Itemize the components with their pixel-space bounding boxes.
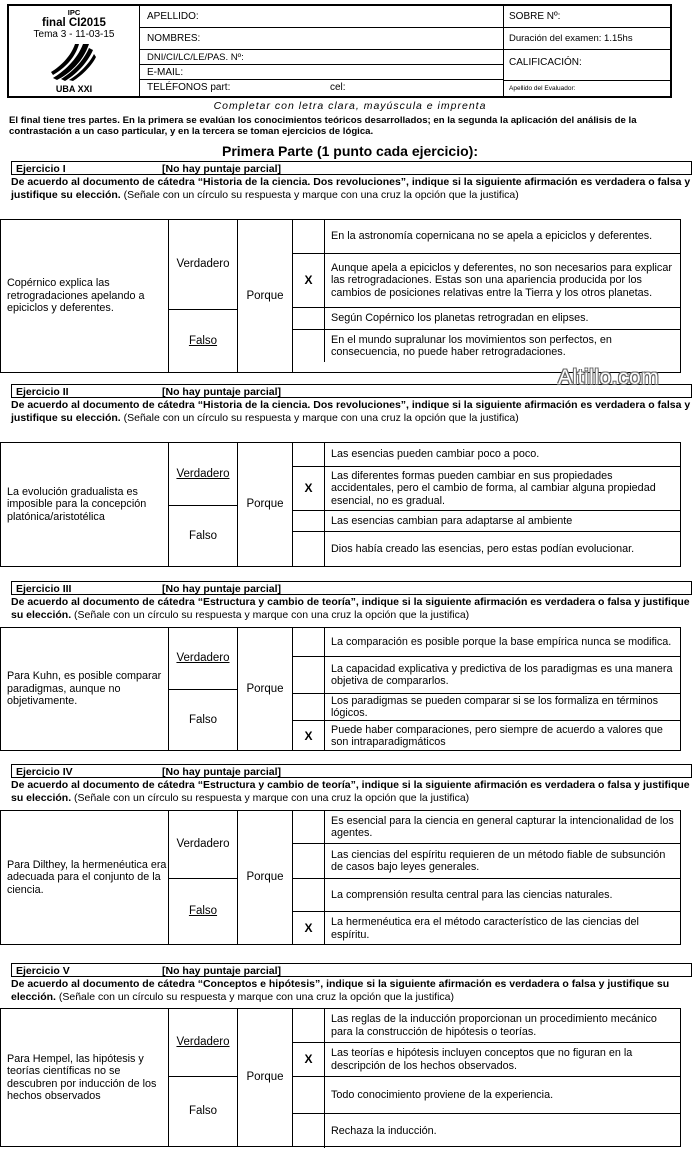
exercise-header (11, 764, 692, 778)
option-text: La hermenéutica era el método característico de las ciencias del espíritu. (331, 916, 639, 941)
justification-mark[interactable] (293, 844, 325, 879)
falso-option[interactable] (169, 690, 238, 750)
exercise-title: Ejercicio I (16, 163, 66, 175)
justification-option (325, 443, 680, 467)
mark-text: X (304, 921, 313, 936)
exercise-note: [No hay puntaje parcial] (162, 386, 282, 398)
porque-label: Porque (246, 498, 284, 511)
evaluador-label: Apellido del Evaluador: (509, 85, 576, 92)
porque-cell (238, 443, 293, 566)
justification-mark[interactable] (293, 308, 325, 330)
porque-label: Porque (246, 289, 284, 302)
logo-text: UBA XXI (55, 84, 93, 94)
cel-label: cel: (330, 82, 346, 93)
verdadero-option[interactable] (169, 443, 238, 506)
statement-text: Para Dilthey, la hermenéutica era adecuada para el conjunto de la ciencia. (7, 858, 167, 896)
exercise-description (11, 778, 692, 804)
exercise-header (11, 963, 692, 977)
exercise-description-bold: De acuerdo al documento de cátedra “Historia de la ciencia. Dos revoluciones”, indique si la siguiente afirmación es verdadera o falsa y justifique su elección. (11, 176, 691, 201)
field-label: DNI/CI/LC/LE/PAS. Nº: (147, 52, 244, 63)
mark-text: X (304, 1052, 313, 1067)
exercise-note: [No hay puntaje parcial] (162, 583, 282, 595)
exercise-note: [No hay puntaje parcial] (162, 766, 282, 778)
falso-option[interactable] (169, 310, 238, 372)
exercise-block (11, 764, 692, 804)
exercise-description-bold: De acuerdo al documento de cátedra “Conceptos e hipótesis”, indique si la siguiente afirmación es verdadera o falsa y justifique su elección. (11, 978, 670, 1003)
porque-cell (238, 220, 293, 372)
justification-option (325, 511, 680, 532)
option-text: Las esencias pueden cambiar poco a poco. (331, 448, 540, 461)
justification-mark[interactable] (293, 220, 325, 254)
justification-mark[interactable] (293, 811, 325, 844)
exercise-description-bold: De acuerdo al documento de cátedra “Estructura y cambio de teoría”, indique si la siguiente afirmación es verdadera o falsa y justifique su elección. (11, 779, 690, 804)
verdadero-label: Verdadero (176, 838, 230, 851)
sobre-label: SOBRE Nº: (509, 11, 561, 22)
justification-option (325, 467, 680, 511)
statement-text: Para Kuhn, es posible comparar paradigmas, aunque no objetivamente. (7, 670, 162, 708)
statement-text: La evolución gradualista es imposible para la concepción platónica/aristotélica (7, 485, 147, 523)
answer-table (0, 442, 681, 567)
verdadero-option[interactable] (169, 628, 238, 690)
justification-option (325, 879, 680, 912)
verdadero-option[interactable] (169, 811, 238, 879)
exercise-title: Ejercicio V (16, 965, 70, 977)
falso-label: Falso (188, 1105, 218, 1118)
falso-label: Falso (188, 905, 218, 918)
justification-option (325, 844, 680, 879)
field-sobre[interactable] (504, 6, 670, 28)
exercise-description-bold: De acuerdo al documento de cátedra “Estructura y cambio de teoría”, indique si la siguiente afirmación es verdadera o falsa y justifique su elección. (11, 596, 690, 621)
justification-mark[interactable] (293, 443, 325, 467)
falso-option[interactable] (169, 1077, 238, 1146)
exercise-header (11, 581, 692, 595)
falso-option[interactable] (169, 879, 238, 944)
justification-option (325, 1077, 680, 1114)
exercise-description-normal: (Señale con un círculo su respuesta y marque con una cruz la opción que la justifica) (123, 188, 519, 201)
watermark: Altillo.com (558, 366, 660, 389)
justification-option (325, 532, 680, 566)
option-text: Aunque apela a epiciclos y deferentes, no son necesarios para explicar las retrogradaciones. Estas son una apariencia producida por los cambios de posiciones relativas entre la Tierra y los otros planetas. (331, 261, 672, 299)
exercise-description-normal: (Señale con un círculo su respuesta y marque con una cruz la opción que la justifica) (58, 990, 455, 1003)
field-label: E-MAIL: (147, 67, 184, 78)
intro-text: El final tiene tres partes. En la primera se evalúan los conocimientos teóricos desarrollados; en la segunda la aplicación del análisis de la contrastación a un caso particular, y en la tercera se toman ejercicios de lógica. (9, 115, 637, 137)
justification-mark[interactable] (293, 1077, 325, 1114)
falso-option[interactable] (169, 506, 238, 566)
verdadero-option[interactable] (169, 1009, 238, 1077)
option-text: Dios había creado las esencias, pero estas podían evolucionar. (331, 542, 635, 555)
field-evaluador[interactable] (504, 81, 670, 96)
exercise-title: Ejercicio III (16, 583, 72, 595)
exercise-description (11, 398, 692, 424)
option-text: En el mundo supralunar los movimientos son perfectos, en consecuencia, no puede haber retrogradaciones. (331, 333, 612, 358)
verdadero-label: Verdadero (176, 1036, 230, 1049)
porque-cell (238, 1009, 293, 1146)
porque-label: Porque (246, 682, 284, 695)
justification-option (325, 657, 680, 694)
justification-mark[interactable] (293, 628, 325, 657)
duracion-label: Duración del examen: 1.15hs (504, 28, 670, 50)
statement-cell (1, 628, 169, 750)
answer-table (0, 1008, 681, 1147)
option-text: La comprensión resulta central para las ciencias naturales. (331, 888, 613, 901)
exercise-title: Ejercicio II (16, 386, 69, 398)
justification-option (325, 912, 680, 945)
logo-block (9, 6, 140, 96)
option-text: La capacidad explicativa y predictiva de los paradigmas es una manera objetiva de compararlos. (331, 662, 673, 687)
exercise-description-normal: (Señale con un círculo su respuesta y marque con una cruz la opción que la justifica) (123, 411, 519, 424)
falso-label: Falso (188, 334, 218, 347)
justification-mark[interactable] (293, 912, 325, 945)
option-text: Según Copérnico los planetas retrogradan en elipses. (331, 312, 589, 325)
justification-mark[interactable] (293, 1043, 325, 1077)
part-title: Primera Parte (1 punto cada ejercicio): (222, 143, 478, 159)
statement-cell (1, 811, 169, 944)
exam-info (504, 6, 670, 96)
option-text: Las teorías e hipótesis incluyen conceptos que no figuran en la descripción de los hechos observados. (331, 1047, 633, 1072)
option-text: La comparación es posible porque la base empírica nunca se modifica. (331, 635, 672, 648)
verdadero-label: Verdadero (176, 652, 230, 665)
justification-option (325, 220, 680, 254)
justification-option (325, 1114, 680, 1148)
exercise-block (11, 581, 692, 621)
justification-mark[interactable] (293, 1009, 325, 1043)
answer-table (0, 627, 681, 751)
option-text: Las ciencias del espíritu requieren de un método fiable de subsunción de casos bajo leyes generales. (331, 848, 666, 873)
exercise-block (11, 161, 692, 201)
justification-option (325, 1009, 680, 1043)
exercise-description (11, 977, 692, 1003)
calificacion-label: CALIFICACIÓN: (509, 57, 582, 68)
statement-cell (1, 220, 169, 372)
justification-mark[interactable] (293, 1114, 325, 1148)
field-email[interactable] (140, 65, 503, 80)
justification-mark[interactable] (293, 721, 325, 751)
porque-cell (238, 628, 293, 750)
statement-cell (1, 443, 169, 566)
justification-option (325, 628, 680, 657)
justification-mark[interactable] (293, 694, 325, 721)
porque-cell (238, 811, 293, 944)
option-text: Las esencias cambian para adaptarse al ambiente (331, 514, 573, 527)
justification-mark[interactable] (293, 330, 325, 362)
mark-text: X (304, 481, 313, 496)
org-label: IPC (67, 8, 81, 17)
statement-text: Para Hempel, las hipótesis y teorías científicas no se descubren por inducción de los hechos observados (7, 1052, 157, 1102)
uba-logo-icon (49, 42, 97, 82)
exercise-description-normal: (Señale con un círculo su respuesta y marque con una cruz la opción que la justifica) (74, 608, 470, 621)
justification-mark[interactable] (293, 254, 325, 308)
exercise-title: Ejercicio IV (16, 766, 73, 778)
option-text: Es esencial para la ciencia en general capturar la intencionalidad de los agentes. (331, 814, 674, 839)
option-text: Rechaza la inducción. (331, 1124, 437, 1137)
field-nombres[interactable] (140, 28, 503, 50)
exercise-description (11, 595, 692, 621)
exam-header (7, 4, 672, 98)
porque-label: Porque (246, 1071, 284, 1084)
instruction-text: Completar con letra clara, mayúscula e imprenta (213, 100, 487, 112)
field-calificacion[interactable] (504, 50, 670, 81)
option-text: Las reglas de la inducción proporcionan un procedimiento mecánico para la construcción de hipótesis o teorías. (331, 1013, 657, 1038)
field-label: TELÉFONOS part: (147, 82, 231, 93)
porque-label: Porque (246, 871, 284, 884)
exam-label: final CI2015 (42, 17, 106, 29)
exercise-note: [No hay puntaje parcial] (162, 965, 282, 977)
justification-mark[interactable] (293, 511, 325, 532)
justification-mark[interactable] (293, 657, 325, 694)
justification-option (325, 721, 680, 751)
justification-option (325, 330, 680, 362)
verdadero-label: Verdadero (176, 467, 230, 480)
option-text: Puede haber comparaciones, pero siempre de acuerdo a valores que son intraparadigmáticos (331, 723, 663, 748)
justification-mark[interactable] (293, 879, 325, 912)
field-dni[interactable] (140, 50, 503, 65)
exercise-description-normal: (Señale con un círculo su respuesta y marque con una cruz la opción que la justifica) (74, 791, 470, 804)
statement-cell (1, 1009, 169, 1146)
tema-label: Tema 3 - 11-03-15 (33, 29, 115, 40)
justification-option (325, 811, 680, 844)
option-text: Los paradigmas se pueden comparar si se los formaliza en términos lógicos. (331, 694, 659, 719)
falso-label: Falso (188, 713, 218, 726)
answer-table (0, 219, 681, 373)
mark-text: X (304, 728, 313, 743)
justification-option (325, 694, 680, 721)
statement-text: Copérnico explica las retrogradaciones apelando a epiciclos y deferentes. (7, 277, 145, 315)
mark-text: X (304, 273, 313, 288)
exercise-description (11, 175, 692, 201)
exercise-header (11, 161, 692, 175)
justification-mark[interactable] (293, 467, 325, 511)
option-text: Las diferentes formas pueden cambiar en sus propiedades accidentales, pero el cambio de forma, al cambiar alguna propiedad esencial, no es gradual. (331, 469, 656, 507)
student-fields (140, 6, 504, 96)
verdadero-label: Verdadero (176, 258, 230, 271)
exercise-block (11, 963, 692, 1003)
exercise-block (11, 384, 692, 424)
verdadero-option[interactable] (169, 220, 238, 310)
justification-option (325, 308, 680, 330)
justification-mark[interactable] (293, 532, 325, 566)
option-text: En la astronomía copernicana no se apela a epiciclos y deferentes. (331, 230, 653, 243)
option-text: Todo conocimiento proviene de la experiencia. (331, 1088, 554, 1101)
justification-option (325, 254, 680, 308)
answer-table (0, 810, 681, 945)
justification-option (325, 1043, 680, 1077)
field-label: APELLIDO: (147, 11, 199, 22)
field-apellido[interactable] (140, 6, 503, 28)
exercise-note: [No hay puntaje parcial] (162, 163, 282, 175)
field-telefonos[interactable] (140, 80, 503, 96)
field-label: NOMBRES: (147, 33, 201, 44)
falso-label: Falso (188, 529, 218, 542)
exercise-description-bold: De acuerdo al documento de cátedra “Historia de la ciencia. Dos revoluciones”, indique si la siguiente afirmación es verdadera o falsa y justifique su elección. (11, 399, 691, 424)
